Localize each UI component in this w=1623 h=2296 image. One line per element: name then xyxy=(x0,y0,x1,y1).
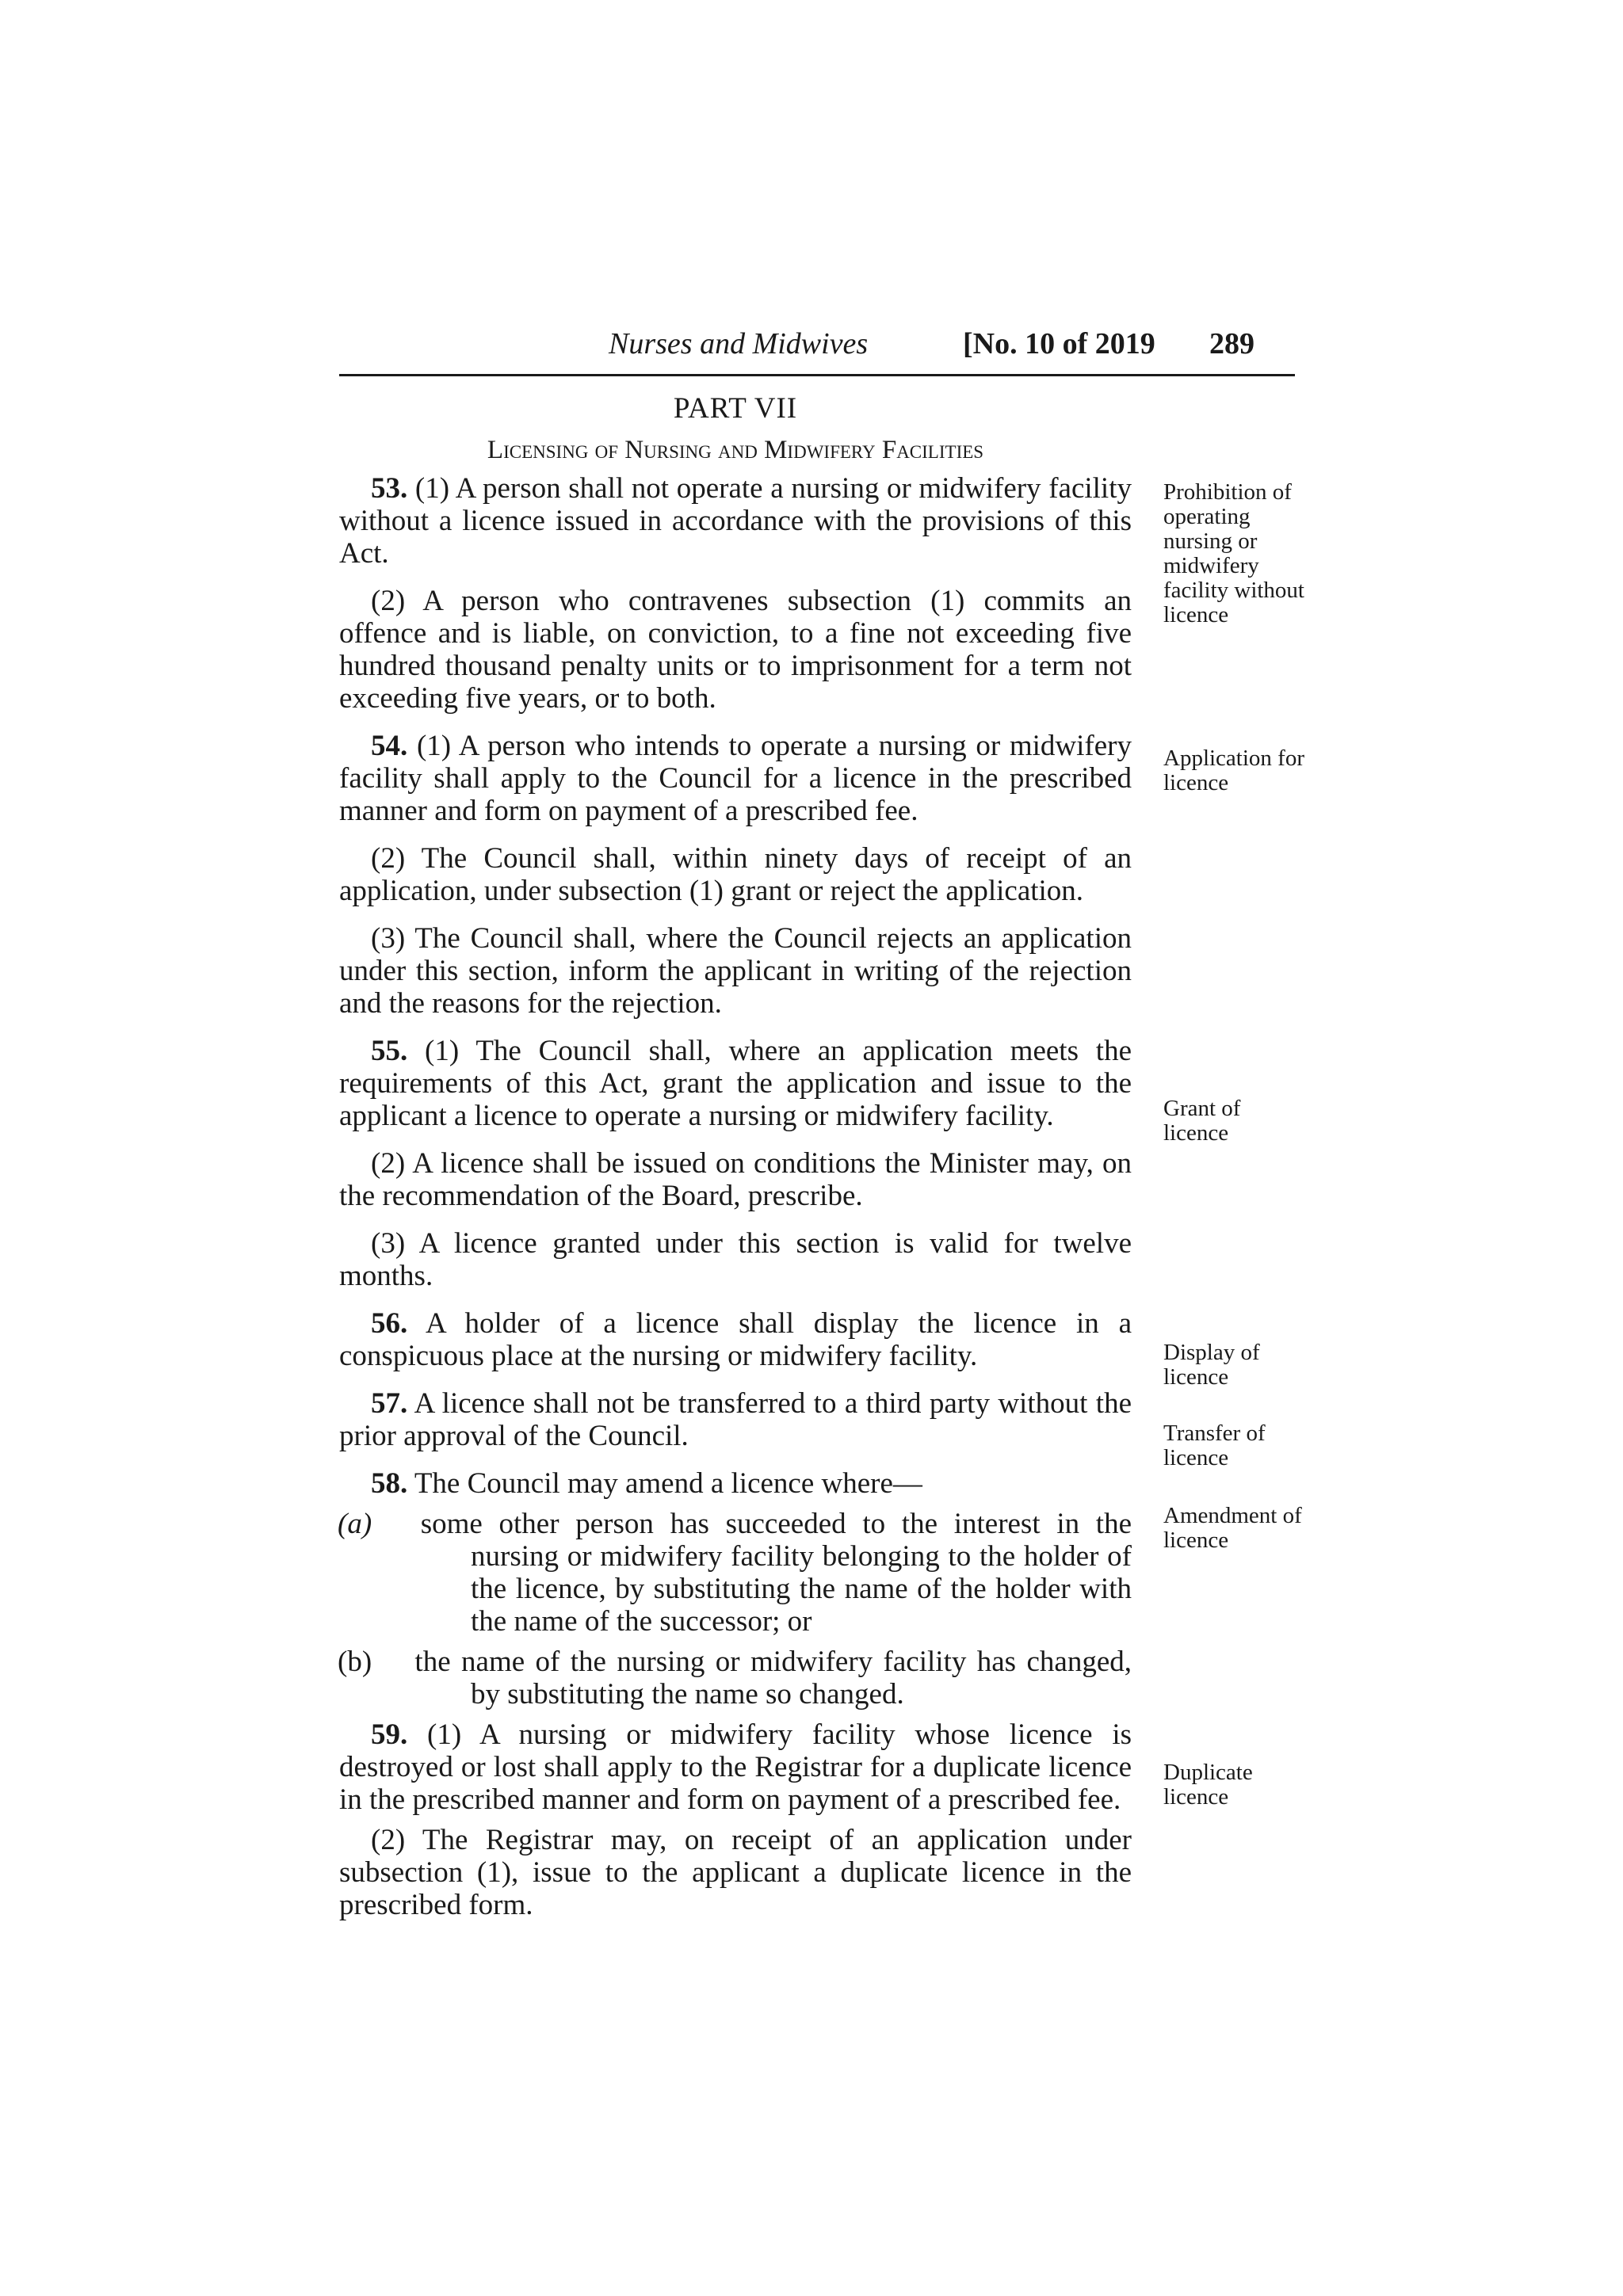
section-number: 55. xyxy=(371,1035,408,1067)
section-number: 58. xyxy=(371,1467,408,1500)
section-54-subsection-3: (3) The Council shall, where the Council rejects an application under this section, inform the applicant in writing of the rejection and the reasons for the rejection. xyxy=(339,922,1132,1020)
section-text: A holder of a licence shall display the licence in a conspicuous place at the nursing or midwifery facility. xyxy=(339,1307,1132,1372)
section-number: 53. xyxy=(371,472,408,505)
section-58-paragraph-b: (b) the name of the nursing or midwifery facility has changed, by substituting the name so changed. xyxy=(338,1646,1132,1711)
margin-note-section-57: Transfer of licence xyxy=(1163,1421,1266,1470)
running-header xyxy=(339,326,1290,374)
section-59-subsection-1 xyxy=(339,1718,1132,1816)
section-55-subsection-1 xyxy=(339,1035,1132,1132)
margin-note-section-53: Prohibition of operating nursing or midwifery facility without licence xyxy=(1163,479,1304,627)
act-number: [No. 10 of 2019 xyxy=(963,327,1155,360)
section-58 xyxy=(339,1467,1132,1500)
header-rule xyxy=(339,374,1295,376)
section-55-subsection-2: (2) A licence shall be issued on conditions the Minister may, on the recommendation of the Board, prescribe. xyxy=(339,1147,1132,1212)
section-53-subsection-1 xyxy=(339,472,1132,570)
margin-note-section-55: Grant of licence xyxy=(1163,1096,1241,1146)
margin-note-section-59: Duplicate licence xyxy=(1163,1760,1253,1810)
act-title: Nurses and Midwives xyxy=(609,327,869,360)
section-text: The Council may amend a licence where— xyxy=(407,1467,922,1500)
part-subheading: Licensing of Nursing and Midwifery Facilities xyxy=(487,436,984,464)
part-heading: PART VII xyxy=(673,392,798,425)
section-text: (1) A person who intends to operate a nursing or midwifery facility shall apply to the Council for a licence in the prescribed manner and form on payment of a prescribed fee. xyxy=(339,730,1132,827)
section-54-subsection-1 xyxy=(339,730,1132,827)
section-59-subsection-2: (2) The Registrar may, on receipt of an application under subsection (1), issue to the applicant a duplicate licence in the prescribed form. xyxy=(339,1824,1132,1921)
body-text-column xyxy=(339,472,1132,1936)
paragraph-text: some other person has succeeded to the interest in the nursing or midwifery facility belonging to the holder of the licence, by substituting the name of the holder with the name of the successor; or xyxy=(404,1508,1132,1638)
section-number: 56. xyxy=(371,1307,408,1340)
page-number: 289 xyxy=(1209,327,1254,360)
paragraph-text: the name of the nursing or midwifery facility has changed, by substituting the name so changed. xyxy=(404,1646,1132,1711)
section-56 xyxy=(339,1307,1132,1372)
section-58-paragraphs xyxy=(339,1508,1132,1711)
section-number: 59. xyxy=(371,1718,408,1751)
section-53-subsection-2: (2) A person who contravenes subsection (1) commits an offence and is liable, on conviction, to a fine not exceeding five hundred thousand penalty units or to imprisonment for a term not exceeding five years, or to both. xyxy=(339,585,1132,715)
section-57 xyxy=(339,1387,1132,1452)
section-text: (1) The Council shall, where an application meets the requirements of this Act, grant the application and issue to the applicant a licence to operate a nursing or midwifery facility. xyxy=(339,1035,1132,1132)
section-number: 54. xyxy=(371,730,408,762)
section-54-subsection-2: (2) The Council shall, within ninety days of receipt of an application, under subsection (1) grant or reject the application. xyxy=(339,842,1132,907)
section-55-subsection-3: (3) A licence granted under this section is valid for twelve months. xyxy=(339,1227,1132,1292)
section-number: 57. xyxy=(371,1387,408,1420)
section-58-paragraph-a: (a) some other person has succeeded to the interest in the nursing or midwifery facility belonging to the holder of the licence, by substituting the name of the holder with the name of the successor; or xyxy=(338,1508,1132,1638)
section-text: (1) A person shall not operate a nursing or midwifery facility without a licence issued in accordance with the provisions of this Act. xyxy=(339,472,1132,570)
section-text: (1) A nursing or midwifery facility whose licence is destroyed or lost shall apply to the Registrar for a duplicate licence in the prescribed manner and form on payment of a prescribed fee. xyxy=(339,1718,1132,1816)
margin-note-section-58: Amendment of licence xyxy=(1163,1503,1302,1553)
margin-note-section-56: Display of licence xyxy=(1163,1340,1260,1390)
section-text: A licence shall not be transferred to a third party without the prior approval of the Council. xyxy=(339,1387,1132,1452)
margin-note-section-54: Application for licence xyxy=(1163,746,1304,795)
